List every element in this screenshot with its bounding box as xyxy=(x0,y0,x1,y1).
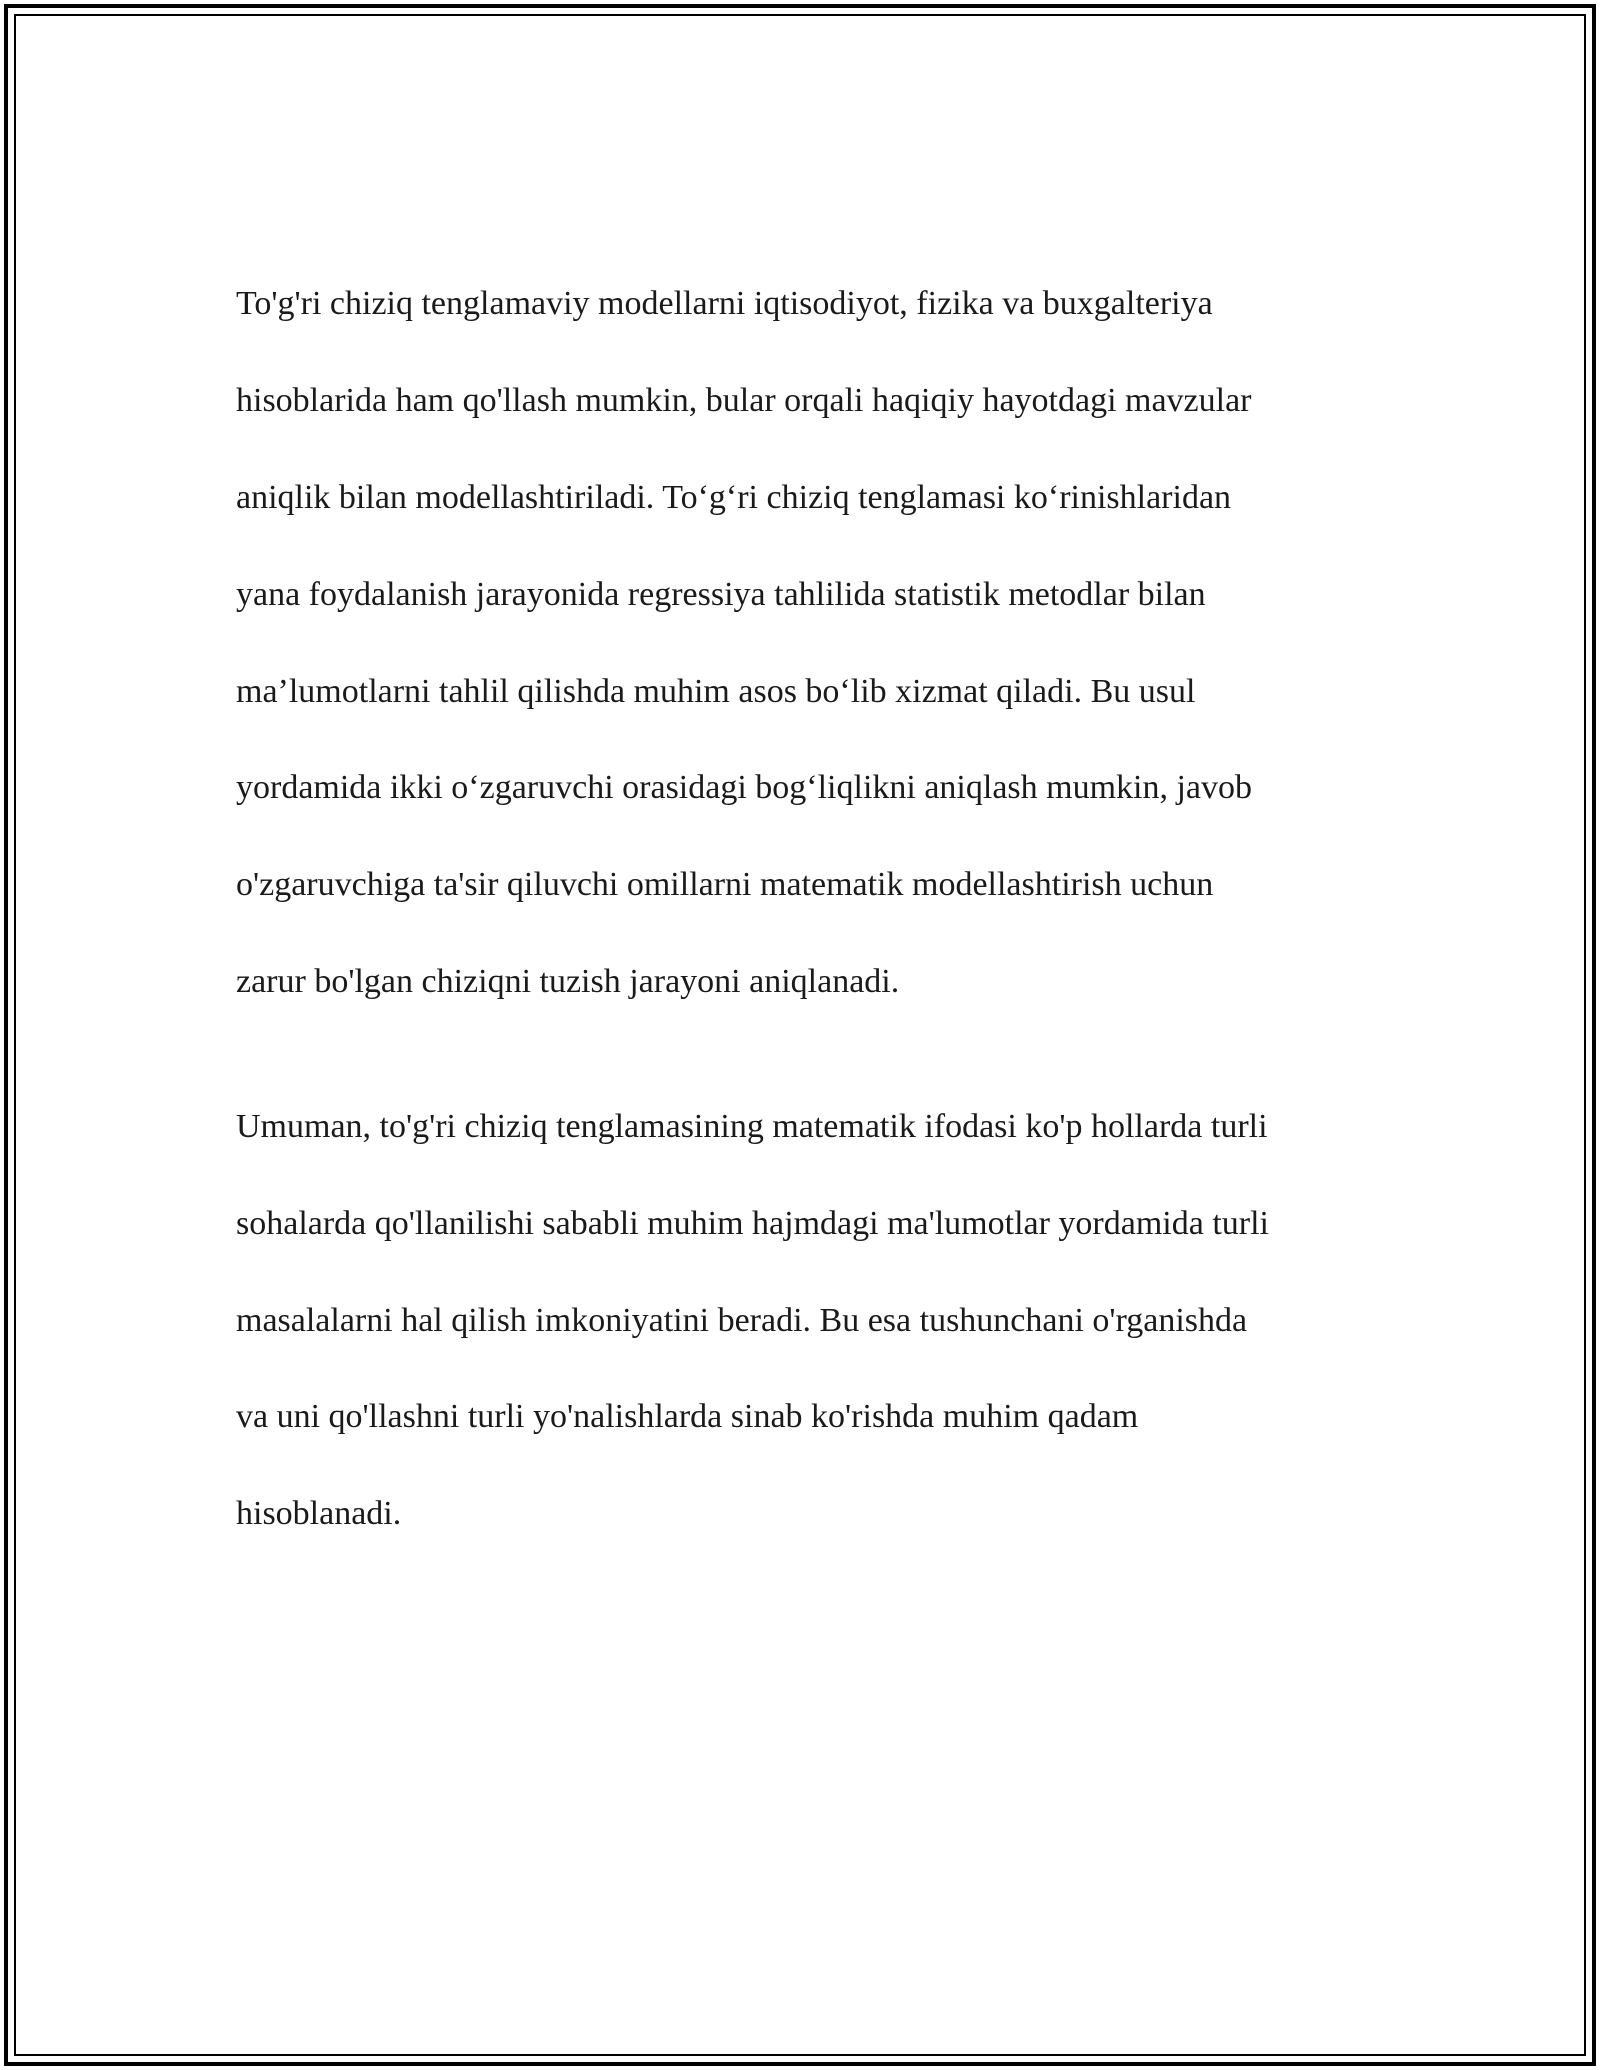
paragraph-1-line-1: To'g'ri chiziq tenglamaviy modellarni iqtisodiyot, fizika va buxgalteriya xyxy=(236,285,1213,323)
paragraph-1-line-7: o'zgaruvchiga ta'sir qiluvchi omillarni matematik modellashtirish uchun xyxy=(236,866,1214,904)
paragraph-1-line-4: yana foydalanish jarayonida regressiya tahlilida statistik metodlar bilan xyxy=(236,575,1206,613)
paragraph-2-line-4: va uni qo'llashni turli yo'nalishlarda sinab ko'rishda muhim qadam xyxy=(236,1398,1139,1436)
paragraph-1-line-6: yordamida ikki o‘zgaruvchi orasidagi bog‘liqlikni aniqlash mumkin, javob xyxy=(236,769,1253,807)
paragraph-2 xyxy=(236,1055,1356,1539)
paragraph-2-line-3: masalalarni hal qilish imkoniyatini beradi. Bu esa tushunchani o'rganishda xyxy=(236,1301,1248,1339)
paragraph-2-line-2: sohalarda qo'llanilishi sababli muhim hajmdagi ma'lumotlar yordamida turli xyxy=(236,1204,1269,1242)
paragraph-1-line-3: aniqlik bilan modellashtiriladi. To‘g‘ri chiziq tenglamasi ko‘rinishlaridan xyxy=(236,479,1232,517)
paragraph-1-line-5: ma’lumotlarni tahlil qilishda muhim asos bo‘lib xizmat qiladi. Bu usul xyxy=(236,672,1196,710)
paragraph-2-line-5: hisoblanadi. xyxy=(236,1495,402,1533)
paragraph-2-line-1: Umuman, to'g'ri chiziq tenglamasining matematik ifodasi ko'p hollarda turli xyxy=(236,1107,1268,1145)
paragraph-1-line-8: zarur bo'lgan chiziqni tuzish jarayoni aniqlanadi. xyxy=(236,963,900,1001)
paragraph-1-line-2: hisoblarida ham qo'llash mumkin, bular orqali haqiqiy hayotdagi mavzular xyxy=(236,382,1252,420)
paragraph-1 xyxy=(236,232,1356,1007)
document-body xyxy=(236,232,1356,1539)
